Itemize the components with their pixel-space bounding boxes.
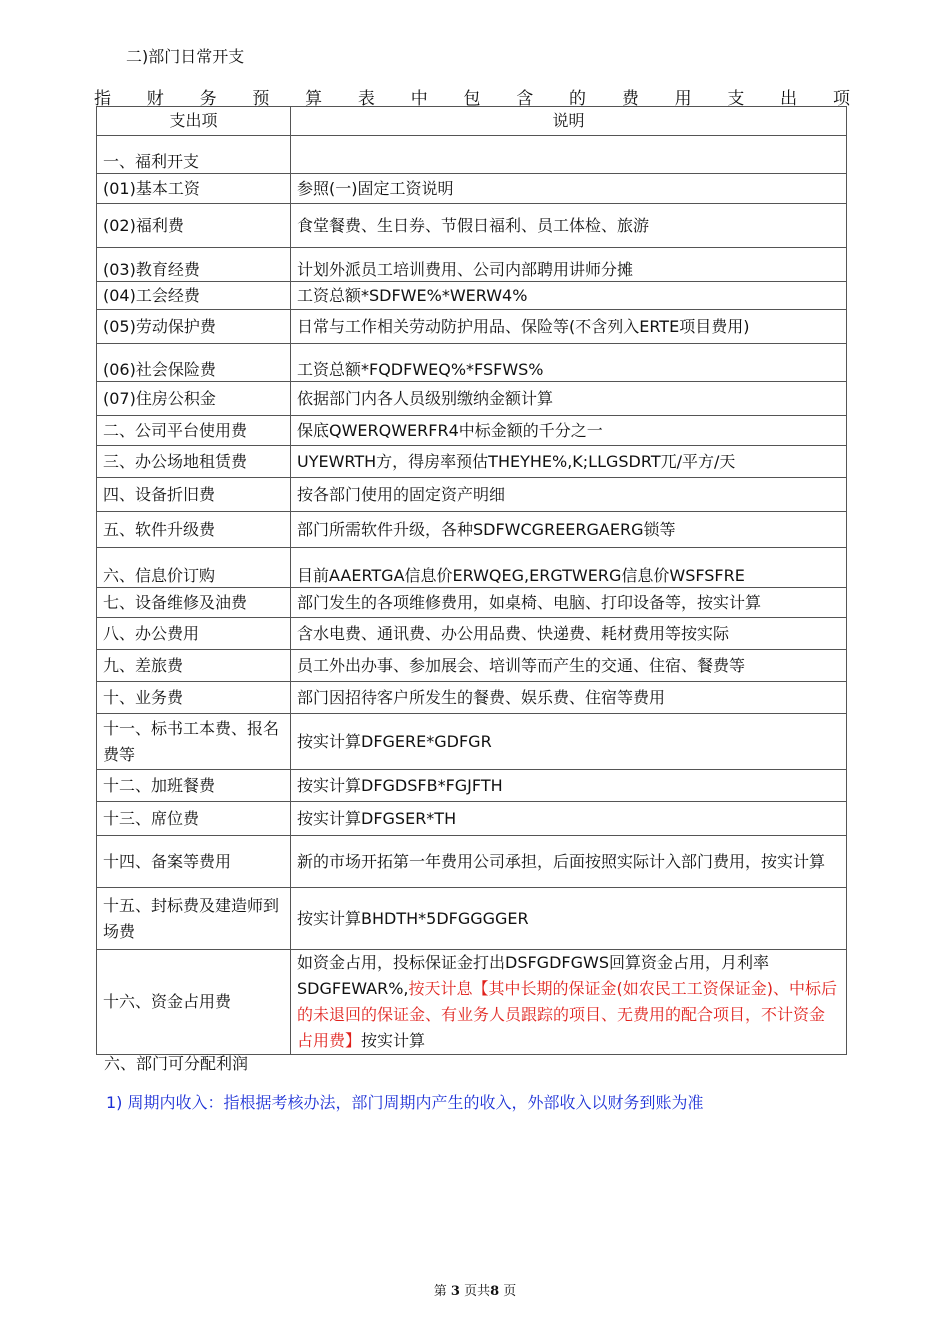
expense-item: 七、设备维修及油费 (97, 588, 291, 618)
description-text: 如资金占用，投标保证金打出DSFGDFGWS回算资金占用，月利率SDGFEWAR%, (297, 953, 769, 998)
expense-description: 参照(一)固定工资说明 (291, 174, 847, 204)
footer-mid: 页共 (464, 1284, 491, 1299)
expense-description: 依据部门内各人员级别缴纳金额计算 (291, 382, 847, 416)
table-row (97, 478, 847, 512)
expense-item: 十三、席位费 (97, 802, 291, 836)
table-row (97, 950, 847, 1055)
section-heading: 二)部门日常开支 (126, 47, 245, 66)
expense-item: 九、差旅费 (97, 650, 291, 682)
header-description: 说明 (291, 107, 847, 136)
expense-item: 二、公司平台使用费 (97, 416, 291, 446)
table-row (97, 446, 847, 478)
intro-char: 出 (780, 89, 798, 109)
expense-item: (03)教育经费 (97, 248, 291, 282)
intro-char: 预 (252, 89, 270, 109)
expense-item: (05)劳动保护费 (97, 310, 291, 344)
expense-description (291, 950, 847, 1055)
expense-description: 目前AAERTGA信息价ERWQEG,ERGTWERG信息价WSFSFRE (291, 548, 847, 588)
red-note-text: 按天计息【其中长期的保证金(如农民工工资保证金)、中标后的未退回的保证金、有业务人员跟踪的项目、无费用的配合项目，不计资金占用费】 (297, 979, 837, 1050)
expense-item: 八、办公费用 (97, 618, 291, 650)
intro-char: 含 (516, 89, 534, 109)
expense-description: 部门因招待客户所发生的餐费、娱乐费、住宿等费用 (291, 682, 847, 714)
table-row (97, 282, 847, 310)
expense-description: 按各部门使用的固定资产明细 (291, 478, 847, 512)
expense-description: 工资总额*SDFWE%*WERW4% (291, 282, 847, 310)
expense-item: 十六、资金占用费 (97, 950, 291, 1055)
table-row (97, 888, 847, 950)
page-footer (0, 1280, 950, 1299)
expense-item: 三、办公场地租赁费 (97, 446, 291, 478)
intro-char: 包 (463, 89, 481, 109)
intro-char: 支 (727, 89, 745, 109)
expense-item: (01)基本工资 (97, 174, 291, 204)
expense-item: 十五、封标费及建造师到场费 (97, 888, 291, 950)
table-header-row (97, 107, 847, 136)
table-row (97, 174, 847, 204)
intro-char: 表 (357, 89, 375, 109)
expense-item: 四、设备折旧费 (97, 478, 291, 512)
intro-char: 项 (832, 89, 850, 109)
intro-char: 中 (410, 89, 428, 109)
expense-description: 部门发生的各项维修费用，如桌椅、电脑、打印设备等，按实计算 (291, 588, 847, 618)
table-row (97, 512, 847, 548)
expense-description: 按实计算DFGDSFB*FGJFTH (291, 770, 847, 802)
expense-item: 六、信息价订购 (97, 548, 291, 588)
expense-item: 五、软件升级费 (97, 512, 291, 548)
description-text: 按实计算 (361, 1031, 426, 1050)
table-row (97, 682, 847, 714)
intro-char: 用 (674, 89, 692, 109)
expense-description: 员工外出办事、参加展会、培训等而产生的交通、住宿、餐费等 (291, 650, 847, 682)
income-note: 1) 周期内收入：指根据考核办法，部门周期内产生的收入，外部收入以财务到账为准 (106, 1093, 704, 1112)
table-row (97, 588, 847, 618)
expense-description: 部门所需软件升级，各种SDFWCGREERGAERG锁等 (291, 512, 847, 548)
expense-description: 按实计算DFGSER*TH (291, 802, 847, 836)
expense-item: (07)住房公积金 (97, 382, 291, 416)
expense-description: 日常与工作相关劳动防护用品、保险等(不含列入ERTE项目费用) (291, 310, 847, 344)
intro-char: 算 (305, 89, 323, 109)
expense-description: 按实计算BHDTH*5DFGGGGER (291, 888, 847, 950)
expense-description: 保底QWERQWERFR4中标金额的千分之一 (291, 416, 847, 446)
intro-char: 财 (146, 89, 164, 109)
table-row (97, 618, 847, 650)
expense-description: 工资总额*FQDFWEQ%*FSFWS% (291, 344, 847, 382)
expense-item: (06)社会保险费 (97, 344, 291, 382)
table-row (97, 650, 847, 682)
expense-description: 含水电费、通讯费、办公用品费、快递费、耗材费用等按实际 (291, 618, 847, 650)
expense-description: UYEWRTH方，得房率预估THEYHE%,K;LLGSDRT兀/平方/天 (291, 446, 847, 478)
intro-char: 的 (569, 89, 587, 109)
footer-pre: 第 (433, 1284, 447, 1299)
expense-description: 新的市场开拓第一年费用公司承担，后面按照实际计入部门费用，按实计算 (291, 836, 847, 888)
expense-item: 十二、加班餐费 (97, 770, 291, 802)
table-row (97, 344, 847, 382)
table-row (97, 204, 847, 248)
table-row (97, 248, 847, 282)
table-row (97, 416, 847, 446)
table-row (97, 770, 847, 802)
intro-char: 务 (199, 89, 217, 109)
table-row (97, 136, 847, 174)
expense-table (96, 106, 847, 1055)
expense-item: 十四、备案等费用 (97, 836, 291, 888)
expense-item: 十一、标书工本费、报名费等 (97, 714, 291, 770)
expense-description: 计划外派员工培训费用、公司内部聘用讲师分摊 (291, 248, 847, 282)
profit-heading: 六、部门可分配利润 (104, 1054, 249, 1073)
header-item: 支出项 (97, 107, 291, 136)
table-row (97, 310, 847, 344)
footer-post: 页 (503, 1284, 517, 1299)
expense-item: (02)福利费 (97, 204, 291, 248)
expense-item: (04)工会经费 (97, 282, 291, 310)
table-row (97, 548, 847, 588)
expense-description: 按实计算DFGERE*GDFGR (291, 714, 847, 770)
table-row (97, 714, 847, 770)
footer-page-number: 3 (450, 1284, 460, 1299)
table-row (97, 802, 847, 836)
expense-description: 食堂餐费、生日券、节假日福利、员工体检、旅游 (291, 204, 847, 248)
expense-item: 一、福利开支 (97, 136, 291, 174)
expense-description (291, 136, 847, 174)
footer-total-pages: 8 (490, 1284, 500, 1299)
table-row (97, 382, 847, 416)
intro-char: 费 (621, 89, 639, 109)
intro-char: 指 (94, 89, 111, 109)
table-row (97, 836, 847, 888)
expense-item: 十、业务费 (97, 682, 291, 714)
